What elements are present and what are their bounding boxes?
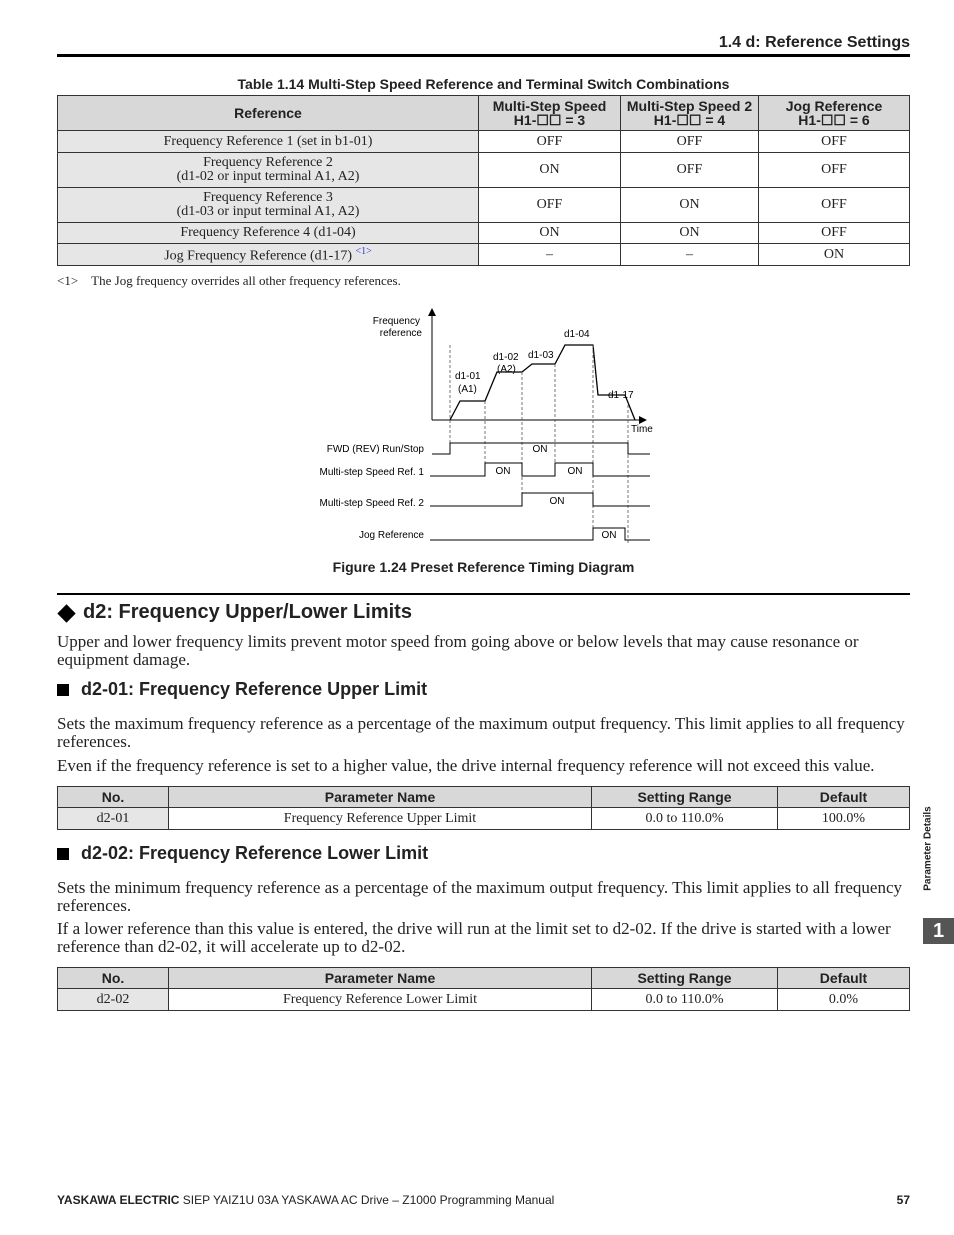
ref-cell: Jog Frequency Reference (d1-17) $^{<1>}$ <box>58 244 479 266</box>
header-rule <box>57 54 910 57</box>
jog-signal <box>430 528 650 540</box>
cell: ON <box>621 188 759 223</box>
table-caption: Table 1.14 Multi-Step Speed Reference and Terminal Switch Combinations <box>237 76 730 92</box>
on-label: ON <box>532 444 548 455</box>
cell: OFF <box>759 188 910 223</box>
cell: 0.0 to 110.0% <box>592 989 778 1011</box>
ref-cell: Frequency Reference 4 (d1-04) <box>58 223 479 244</box>
cell: OFF <box>479 188 621 223</box>
cell: OFF <box>759 153 910 188</box>
step-label: d1-03 <box>528 350 554 361</box>
timing-diagram <box>300 305 670 550</box>
col-header: Setting Range <box>592 968 778 989</box>
subsection-heading: d2-01: Frequency Reference Upper Limit <box>57 679 427 700</box>
signal-label: FWD (REV) Run/Stop <box>326 444 424 455</box>
table-row <box>58 808 910 830</box>
ref-cell: Frequency Reference 2 (d1-02 or input terminal A1, A2) <box>58 153 479 188</box>
col-header-reference: Reference <box>58 96 479 131</box>
on-label: ON <box>495 466 511 477</box>
on-label: ON <box>601 530 617 541</box>
d2-intro: Upper and lower frequency limits prevent motor speed from going above or below levels that may cause resonance or equipment damage. <box>57 632 859 669</box>
col-header-ms1: Multi-Step Speed H1-☐☐ = 3 <box>479 96 621 131</box>
col-header: Parameter Name <box>169 787 592 808</box>
x-axis-arrow <box>639 416 647 424</box>
param-table-d201 <box>57 786 910 830</box>
step-label: d1-04 <box>564 329 590 340</box>
section-header: 1.4 d: Reference Settings <box>718 34 910 51</box>
cell: d2-01 <box>58 808 169 830</box>
col-header-ms2: Multi-Step Speed 2 H1-☐☐ = 4 <box>621 96 759 131</box>
table-row <box>58 244 910 266</box>
multi-step-table <box>57 95 910 266</box>
y-axis-arrow <box>428 308 436 316</box>
cell: OFF <box>621 131 759 153</box>
section-rule <box>57 593 910 595</box>
footnote: <1> The Jog frequency overrides all other frequency references. <box>57 273 401 288</box>
col-header-jog: Jog Reference H1-☐☐ = 6 <box>759 96 910 131</box>
on-label: ON <box>567 466 583 477</box>
signal-label: Multi-step Speed Ref. 2 <box>319 498 424 509</box>
ref-cell: Frequency Reference 1 (set in b1-01) <box>58 131 479 153</box>
col-header: Setting Range <box>592 787 778 808</box>
col-header: Default <box>778 968 910 989</box>
cell: ON <box>479 223 621 244</box>
ref-cell: Frequency Reference 3 (d1-03 or input terminal A1, A2) <box>58 188 479 223</box>
col-header: No. <box>58 968 169 989</box>
ms-ref2-signal <box>430 493 650 506</box>
d202-paragraph: Sets the minimum frequency reference as a percentage of the maximum output frequency. This limit applies to all frequency references. <box>57 878 902 915</box>
cell: d2-02 <box>58 989 169 1011</box>
side-section-label: Parameter Details <box>922 806 934 891</box>
col-header: Parameter Name <box>169 968 592 989</box>
table-row <box>58 131 910 153</box>
cell: 0.0 to 110.0% <box>592 808 778 830</box>
cell: – <box>479 244 621 266</box>
step-label: d1-17 <box>608 390 634 401</box>
y-label-2: reference <box>379 328 422 339</box>
chapter-tab[interactable]: 1 <box>923 918 954 944</box>
square-bullet-icon <box>57 848 69 860</box>
cell: ON <box>479 153 621 188</box>
section-heading: d2: Frequency Upper/Lower Limits <box>57 601 412 624</box>
cell: 0.0% <box>778 989 910 1011</box>
table-row <box>58 153 910 188</box>
cell: OFF <box>479 131 621 153</box>
param-table-d202 <box>57 967 910 1011</box>
step-label: (A1) <box>458 384 477 395</box>
cell: ON <box>759 244 910 266</box>
square-bullet-icon <box>57 684 69 696</box>
d201-paragraph: Sets the maximum frequency reference as a percentage of the maximum output frequency. This limit applies to all frequency references. <box>57 714 905 751</box>
cell: – <box>621 244 759 266</box>
cell: OFF <box>621 153 759 188</box>
subsection-heading: d2-02: Frequency Reference Lower Limit <box>57 843 428 864</box>
diamond-icon <box>57 604 75 622</box>
figure-caption: Figure 1.24 Preset Reference Timing Diagram <box>332 559 635 575</box>
footnote-link[interactable]: <1> <box>355 246 372 258</box>
d202-paragraph: If a lower reference than this value is entered, the drive will run at the limit set to d2-02. If the drive is started with a lower reference than d2-02, it will accelerate up to d2-02. <box>57 919 891 956</box>
d201-paragraph: Even if the frequency reference is set to a higher value, the drive internal frequency reference will not exceed this value. <box>57 756 875 775</box>
col-header: No. <box>58 787 169 808</box>
ms-ref1-signal <box>430 463 650 476</box>
cell: ON <box>621 223 759 244</box>
step-label: (A2) <box>497 364 516 375</box>
step-label: d1-01 <box>455 371 481 382</box>
table-row <box>58 223 910 244</box>
page-number: 57 <box>896 1193 910 1207</box>
step-label: d1-02 <box>493 352 519 363</box>
cell: Frequency Reference Lower Limit <box>169 989 592 1011</box>
table-row <box>58 989 910 1011</box>
cell: 100.0% <box>778 808 910 830</box>
cell: Frequency Reference Upper Limit <box>169 808 592 830</box>
cell: OFF <box>759 131 910 153</box>
signal-label: Jog Reference <box>358 530 424 541</box>
y-label-1: Frequency <box>372 316 420 327</box>
footer: YASKAWA ELECTRIC SIEP YAIZ1U 03A YASKAWA AC Drive – Z1000 Programming Manual <box>57 1193 555 1207</box>
x-label: Time <box>631 424 653 435</box>
cell: OFF <box>759 223 910 244</box>
col-header: Default <box>778 787 910 808</box>
on-label: ON <box>549 496 565 507</box>
table-row <box>58 188 910 223</box>
signal-label: Multi-step Speed Ref. 1 <box>319 467 424 478</box>
